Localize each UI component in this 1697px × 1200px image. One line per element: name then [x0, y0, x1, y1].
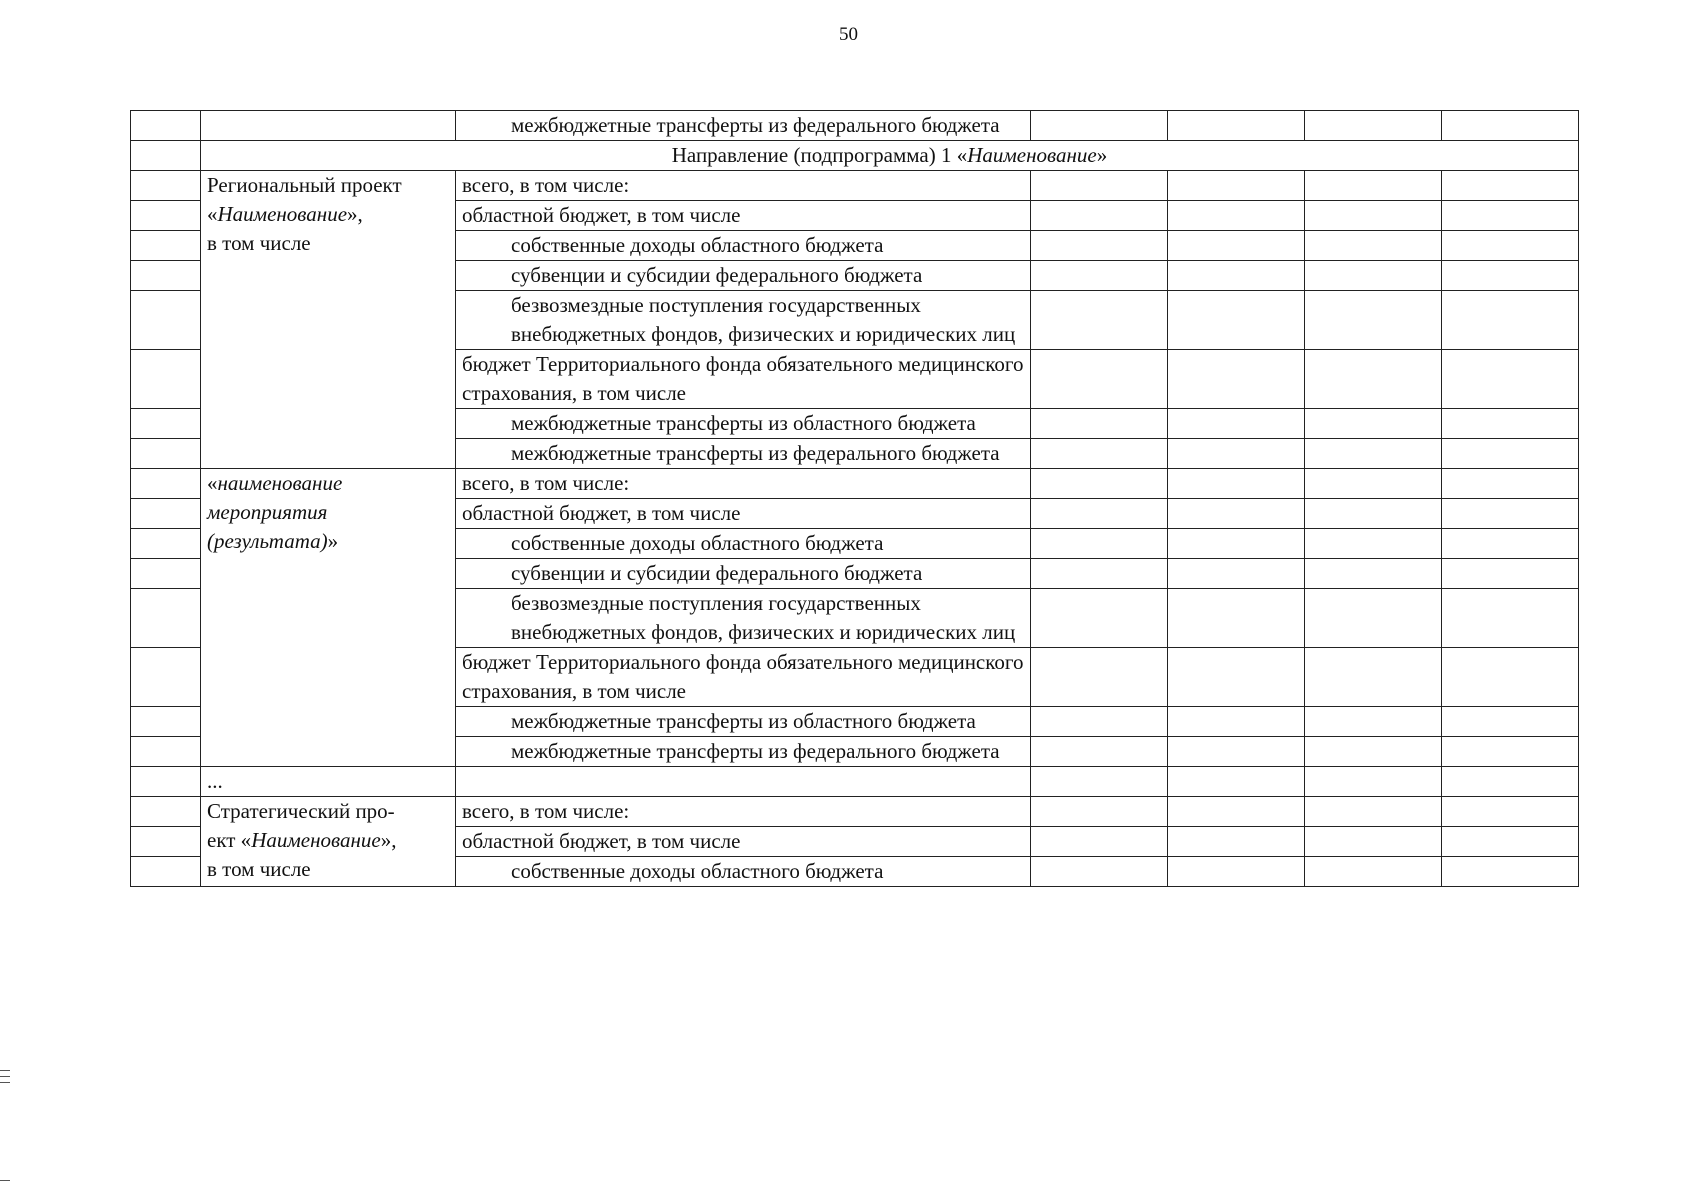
- row-label: межбюджетные трансферты из областного бюджета: [456, 707, 1031, 737]
- group-title: [201, 767, 456, 797]
- row-number-cell: [131, 499, 201, 529]
- value-cell: [1442, 111, 1579, 141]
- value-cell: [1442, 827, 1579, 857]
- value-cell: [1442, 469, 1579, 499]
- value-cell: [1305, 439, 1442, 469]
- value-cell: [1442, 171, 1579, 201]
- row-number-cell: [131, 529, 201, 559]
- group-title-line: «наименование: [207, 471, 343, 495]
- value-cell: [1305, 767, 1442, 797]
- value-cell: [1305, 231, 1442, 261]
- row-number-cell: [131, 409, 201, 439]
- value-cell: [1442, 737, 1579, 767]
- value-cell: [1442, 857, 1579, 887]
- value-cell: [1305, 499, 1442, 529]
- scan-mark: [0, 1180, 10, 1181]
- row-label: областной бюджет, в том числе: [456, 499, 1031, 529]
- value-cell: [1305, 648, 1442, 707]
- value-cell: [1305, 559, 1442, 589]
- value-cell: [1031, 827, 1168, 857]
- value-cell: [1305, 737, 1442, 767]
- value-cell: [1442, 350, 1579, 409]
- value-cell: [1305, 857, 1442, 887]
- value-cell: [1168, 439, 1305, 469]
- value-cell: [1168, 231, 1305, 261]
- value-cell: [1031, 261, 1168, 291]
- value-cell: [1305, 797, 1442, 827]
- value-cell: [1442, 767, 1579, 797]
- group-title-line: Стратегический про-: [207, 799, 395, 823]
- row-label: безвозмездные поступления государственных внебюджетных фондов, физических и юридических лиц: [456, 291, 1031, 350]
- value-cell: [1442, 707, 1579, 737]
- value-cell: [1442, 589, 1579, 648]
- row-label: собственные доходы областного бюджета: [456, 857, 1031, 887]
- value-cell: [1305, 827, 1442, 857]
- row-number-cell: [131, 171, 201, 201]
- value-cell: [1031, 291, 1168, 350]
- value-cell: [1442, 261, 1579, 291]
- scan-mark: [0, 1070, 10, 1071]
- group-title-line: (результата)»: [207, 529, 339, 553]
- row-number-cell: [131, 291, 201, 350]
- row-label: [456, 767, 1031, 797]
- value-cell: [1031, 767, 1168, 797]
- row-number-cell: [131, 797, 201, 827]
- value-cell: [1442, 499, 1579, 529]
- value-cell: [1168, 767, 1305, 797]
- row-number-cell: [131, 111, 201, 141]
- value-cell: [1442, 648, 1579, 707]
- value-cell: [1305, 707, 1442, 737]
- row-label: субвенции и субсидии федерального бюджета: [456, 261, 1031, 291]
- value-cell: [1305, 469, 1442, 499]
- table-row: [131, 111, 1579, 141]
- group-title-line: «Наименование»,: [207, 202, 363, 226]
- value-cell: [1442, 409, 1579, 439]
- table-row: [131, 469, 1579, 499]
- value-cell: [1031, 648, 1168, 707]
- group-title-line: в том числе: [207, 857, 311, 881]
- row-label: межбюджетные трансферты из областного бюджета: [456, 409, 1031, 439]
- value-cell: [1031, 707, 1168, 737]
- row-label: собственные доходы областного бюджета: [456, 231, 1031, 261]
- row-number-cell: [131, 827, 201, 857]
- value-cell: [1442, 231, 1579, 261]
- row-number-cell: [131, 737, 201, 767]
- row-label: безвозмездные поступления государственных внебюджетных фондов, физических и юридических лиц: [456, 589, 1031, 648]
- value-cell: [1168, 171, 1305, 201]
- row-label: собственные доходы областного бюджета: [456, 529, 1031, 559]
- group-title-line: мероприятия: [207, 500, 328, 524]
- group-title-line: Региональный проект: [207, 173, 402, 197]
- value-cell: [1168, 409, 1305, 439]
- row-number-cell: [131, 231, 201, 261]
- row-label: бюджет Территориального фонда обязательного медицинского страхования, в том числе: [456, 350, 1031, 409]
- value-cell: [1031, 469, 1168, 499]
- direction-row: [131, 141, 1579, 171]
- value-cell: [1031, 589, 1168, 648]
- value-cell: [1442, 797, 1579, 827]
- value-cell: [1168, 111, 1305, 141]
- row-number-cell: [131, 559, 201, 589]
- value-cell: [1305, 171, 1442, 201]
- row-number-cell: [131, 857, 201, 887]
- value-cell: [1305, 589, 1442, 648]
- table-row: [131, 767, 1579, 797]
- group-title: [201, 797, 456, 887]
- value-cell: [1442, 559, 1579, 589]
- value-cell: [1168, 529, 1305, 559]
- value-cell: [1305, 291, 1442, 350]
- row-number-cell: [131, 589, 201, 648]
- row-label: межбюджетные трансферты из федерального бюджета: [456, 111, 1031, 141]
- row-number-cell: [131, 767, 201, 797]
- row-label: бюджет Территориального фонда обязательного медицинского страхования, в том числе: [456, 648, 1031, 707]
- row-label: всего, в том числе:: [456, 469, 1031, 499]
- value-cell: [1031, 201, 1168, 231]
- value-cell: [1168, 857, 1305, 887]
- group-title-line: ...: [207, 769, 223, 793]
- value-cell: [1031, 797, 1168, 827]
- value-cell: [1168, 350, 1305, 409]
- value-cell: [1305, 261, 1442, 291]
- row-number-cell: [131, 261, 201, 291]
- value-cell: [1031, 350, 1168, 409]
- direction-title: Направление (подпрограмма) 1 «Наименование»: [201, 141, 1579, 171]
- value-cell: [1168, 797, 1305, 827]
- value-cell: [1031, 231, 1168, 261]
- row-label: межбюджетные трансферты из федерального бюджета: [456, 439, 1031, 469]
- value-cell: [1031, 111, 1168, 141]
- value-cell: [1305, 350, 1442, 409]
- value-cell: [1168, 589, 1305, 648]
- value-cell: [1305, 201, 1442, 231]
- value-cell: [1168, 707, 1305, 737]
- value-cell: [1305, 529, 1442, 559]
- row-number-cell: [131, 350, 201, 409]
- empty-cell: [201, 111, 456, 141]
- value-cell: [1031, 439, 1168, 469]
- value-cell: [1168, 737, 1305, 767]
- row-number-cell: [131, 707, 201, 737]
- value-cell: [1305, 409, 1442, 439]
- value-cell: [1168, 201, 1305, 231]
- value-cell: [1168, 469, 1305, 499]
- value-cell: [1031, 559, 1168, 589]
- row-label: всего, в том числе:: [456, 171, 1031, 201]
- row-label: субвенции и субсидии федерального бюджета: [456, 559, 1031, 589]
- row-label: областной бюджет, в том числе: [456, 827, 1031, 857]
- row-number-cell: [131, 469, 201, 499]
- value-cell: [1442, 201, 1579, 231]
- group-title-line: в том числе: [207, 231, 311, 255]
- scan-mark: [0, 1082, 10, 1083]
- value-cell: [1031, 529, 1168, 559]
- value-cell: [1031, 171, 1168, 201]
- budget-table-body: [131, 111, 1579, 887]
- value-cell: [1031, 737, 1168, 767]
- row-number-cell: [131, 439, 201, 469]
- value-cell: [1442, 439, 1579, 469]
- group-title: [201, 469, 456, 767]
- row-label: областной бюджет, в том числе: [456, 201, 1031, 231]
- table-row: [131, 797, 1579, 827]
- group-title-line: ект «Наименование»,: [207, 828, 397, 852]
- value-cell: [1168, 291, 1305, 350]
- table-row: [131, 171, 1579, 201]
- value-cell: [1168, 559, 1305, 589]
- value-cell: [1168, 827, 1305, 857]
- value-cell: [1305, 111, 1442, 141]
- row-number-cell: [131, 201, 201, 231]
- value-cell: [1031, 857, 1168, 887]
- budget-table: [130, 110, 1579, 887]
- row-label: межбюджетные трансферты из федерального бюджета: [456, 737, 1031, 767]
- value-cell: [1442, 529, 1579, 559]
- row-number-cell: [131, 648, 201, 707]
- scan-mark: [0, 1076, 10, 1077]
- row-label: всего, в том числе:: [456, 797, 1031, 827]
- value-cell: [1442, 291, 1579, 350]
- value-cell: [1168, 648, 1305, 707]
- row-number-cell: [131, 141, 201, 171]
- value-cell: [1031, 409, 1168, 439]
- value-cell: [1168, 499, 1305, 529]
- group-title: [201, 171, 456, 469]
- page-number: 50: [839, 24, 858, 45]
- value-cell: [1168, 261, 1305, 291]
- value-cell: [1031, 499, 1168, 529]
